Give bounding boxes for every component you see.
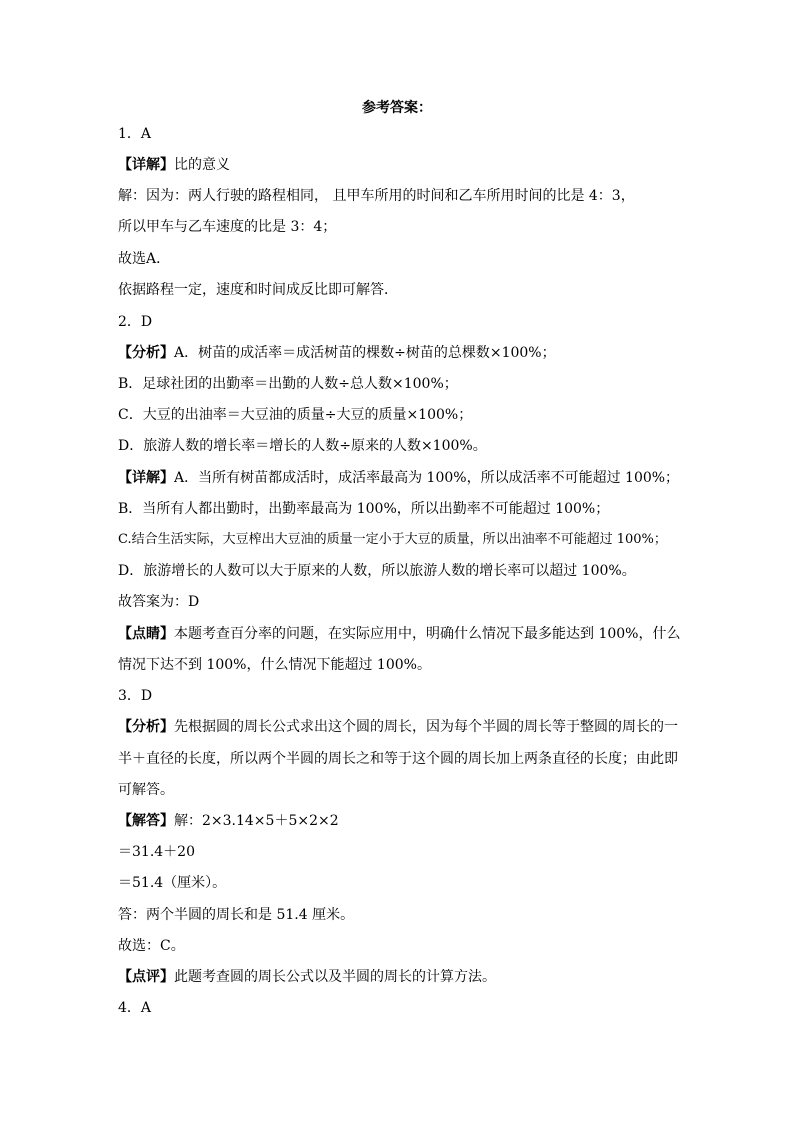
answer-line (118, 905, 354, 925)
line-text: 4．A (118, 1000, 152, 1016)
answer-line (118, 343, 556, 363)
answer-line (118, 280, 398, 300)
answer-line (118, 873, 226, 893)
answer-line (118, 249, 170, 269)
line-text: 解：因为：两人行驶的路程相同， 且甲车所用的时间和乙车所用时间的比是 4：3， (118, 188, 635, 204)
line-text: C．大豆的出油率＝大豆油的质量÷大豆的质量×100%； (118, 407, 473, 423)
answer-line (118, 499, 609, 519)
line-text: 故选：C。 (118, 938, 185, 954)
answer-line (118, 436, 487, 456)
section-tag: 【点评】 (118, 969, 174, 985)
answer-line (118, 374, 458, 394)
section-tag: 【点睛】 (118, 626, 174, 642)
answer-line (118, 186, 635, 206)
line-text: 故选A． (118, 251, 171, 267)
answer-line (118, 936, 185, 956)
line-text: ＝31.4＋20 (118, 844, 195, 860)
answer-line (118, 530, 667, 550)
line-text: C.结合生活实际，大豆榨出大豆油的质量一定小于大豆的质量，所以出油率不可能超过 100%； (118, 532, 667, 547)
line-text: 比的意义 (174, 157, 230, 173)
section-tag: 【解答】 (118, 813, 174, 829)
answer-line (118, 124, 151, 144)
section-tag: 【分析】 (118, 345, 174, 361)
line-text: A．树苗的成活率＝成活树苗的棵数÷树苗的总棵数×100%； (174, 345, 556, 361)
line-text: 故答案为：D (118, 594, 200, 610)
line-text: 答：两个半圆的周长和是 51.4 厘米。 (118, 907, 355, 923)
answer-line (118, 655, 431, 675)
line-text: 先根据圆的周长公式求出这个圆的周长，因为每个半圆的周长等于整圆的周长的一 (174, 719, 678, 735)
line-text: 本题考查百分率的问题，在实际应用中，明确什么情况下最多能达到 100%，什么 (174, 626, 681, 642)
section-tag: 【分析】 (118, 719, 174, 735)
answer-line (118, 998, 151, 1018)
line-text: A．当所有树苗都成活时，成活率最高为 100%，所以成活率不可能超过 100%； (174, 470, 680, 486)
answer-line (118, 686, 152, 706)
answer-line (118, 624, 680, 644)
answer-line (118, 155, 230, 175)
line-text: 情况下达不到 100%，什么情况下能超过 100%。 (118, 657, 431, 673)
page-title: 参考答案： (362, 100, 432, 116)
line-text: 依据路程一定，速度和时间成反比即可解答． (118, 282, 398, 298)
line-text: ＝51.4（厘米）。 (118, 875, 227, 891)
line-text: B．当所有人都出勤时，出勤率最高为 100%，所以出勤率不可能超过 100%； (118, 501, 610, 517)
line-text: 3．D (118, 688, 153, 704)
line-text: 此题考查圆的周长公式以及半圆的周长的计算方法。 (174, 969, 496, 985)
line-text: 2．D (118, 314, 153, 330)
answer-line (118, 780, 174, 800)
section-tag: 【详解】 (118, 470, 174, 486)
line-text: D．旅游增长的人数可以大于原来的人数，所以旅游人数的增长率可以超过 100%。 (118, 563, 636, 579)
line-text: 半＋直径的长度，所以两个半圆的周长之和等于这个圆的周长加上两条直径的长度；由此即 (118, 751, 678, 767)
answer-line (118, 592, 199, 612)
answer-line (118, 717, 678, 737)
line-text: B．足球社团的出勤率＝出勤的人数÷总人数×100%； (118, 376, 458, 392)
answer-line (118, 468, 679, 488)
answer-line (118, 967, 496, 987)
line-text: 所以甲车与乙车速度的比是 3：4； (118, 219, 337, 235)
section-tag: 【详解】 (118, 157, 174, 173)
answer-line (118, 842, 195, 862)
line-text: 可解答。 (118, 782, 174, 798)
answer-line (118, 312, 152, 332)
answer-line (118, 749, 678, 769)
answer-line (118, 561, 636, 581)
answer-line (118, 811, 339, 831)
line-text: D．旅游人数的增长率＝增长的人数÷原来的人数×100%。 (118, 438, 487, 454)
answer-line (118, 405, 472, 425)
answer-line (118, 217, 336, 237)
line-text: 解：2×3.14×5＋5×2×2 (174, 813, 339, 829)
line-text: 1．A (118, 126, 152, 142)
